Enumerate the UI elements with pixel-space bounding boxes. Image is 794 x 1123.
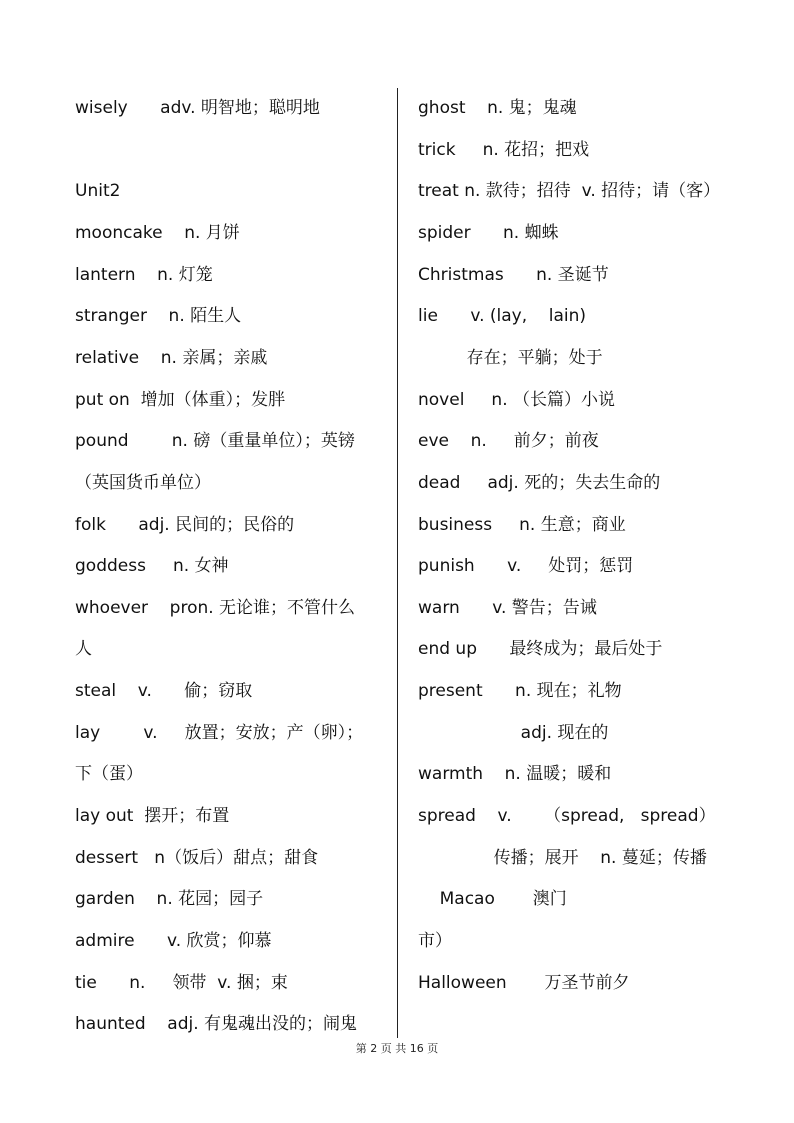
vocab-line: novel n. （长篇）小说	[418, 389, 616, 410]
vocab-line: 传播；展开 n. 蔓延；传播	[418, 847, 707, 868]
vocab-line: pound n. 磅（重量单位）；英镑	[75, 431, 355, 452]
vocab-line: ghost n. 鬼；鬼魂	[418, 98, 577, 118]
vocab-line: dead adj. 死的；失去生命的	[418, 472, 661, 493]
vocab-line: whoever pron. 无论谁；不管什么	[75, 597, 356, 618]
vocab-line: lantern n. 灯笼	[75, 264, 213, 285]
vocab-line: admire v. 欣赏；仰慕	[75, 931, 272, 951]
vocab-line: end up 最终成为；最后处于	[418, 639, 663, 660]
vocab-line: lay v. 放置；安放；产（卵）；	[75, 722, 364, 743]
vocab-line: （英国货币单位）	[75, 472, 211, 493]
vocab-line: goddess n. 女神	[75, 556, 229, 577]
vocab-line: folk adj. 民间的；民俗的	[75, 514, 295, 535]
column-divider	[397, 88, 398, 1038]
vocab-line: Christmas n. 圣诞节	[418, 264, 609, 285]
vocab-line: present n. 现在；礼物	[418, 681, 622, 702]
vocab-line: business n. 生意；商业	[418, 514, 626, 535]
vocab-line: trick n. 花招；把戏	[418, 139, 590, 160]
vocab-line: spread v. （spread, spread）	[418, 806, 716, 826]
vocab-line: 市）	[418, 931, 452, 951]
vocab-line: warn v. 警告；告诫	[418, 597, 597, 618]
vocab-line: lay out 摆开；布置	[75, 806, 230, 826]
vocab-line: dessert n（饭后）甜点；甜食	[75, 847, 319, 868]
vocab-line: relative n. 亲属；亲戚	[75, 347, 268, 368]
vocab-line: treat n. 款待；招待 v. 招待；请（客）	[418, 181, 721, 202]
vocab-line: 下（蛋）	[75, 764, 143, 785]
vocab-line: 存在；平躺；处于	[418, 347, 603, 368]
vocab-line: tie n. 领带 v. 捆；束	[75, 972, 288, 993]
vocab-line: haunted adj. 有鬼魂出没的；闹鬼	[75, 1014, 358, 1035]
vocab-line: steal v. 偷；窃取	[75, 681, 253, 702]
page-footer: 第 2 页 共 16 页	[355, 1042, 439, 1055]
vocab-line: eve n. 前夕；前夜	[418, 431, 599, 452]
vocab-line: mooncake n. 月饼	[75, 222, 240, 243]
vocab-line: spider n. 蜘蛛	[418, 222, 559, 243]
vocab-line: put on 增加（体重）；发胖	[75, 389, 286, 410]
vocab-line: warmth n. 温暖；暖和	[418, 764, 612, 785]
vocab-line: lie v. (lay, lain)	[418, 306, 586, 327]
vocab-line: Macao 澳门	[418, 889, 567, 910]
vocab-line: stranger n. 陌生人	[75, 306, 242, 327]
vocab-line: Halloween 万圣节前夕	[418, 972, 630, 993]
vocab-line: 人	[75, 639, 92, 660]
vocab-line: punish v. 处罚；惩罚	[418, 556, 634, 577]
vocab-line: wisely adv. 明智地；聪明地	[75, 98, 320, 118]
vocab-line: garden n. 花园；园子	[75, 889, 264, 910]
vocab-line: adj. 现在的	[418, 722, 609, 743]
vocab-line: Unit2	[75, 181, 121, 202]
